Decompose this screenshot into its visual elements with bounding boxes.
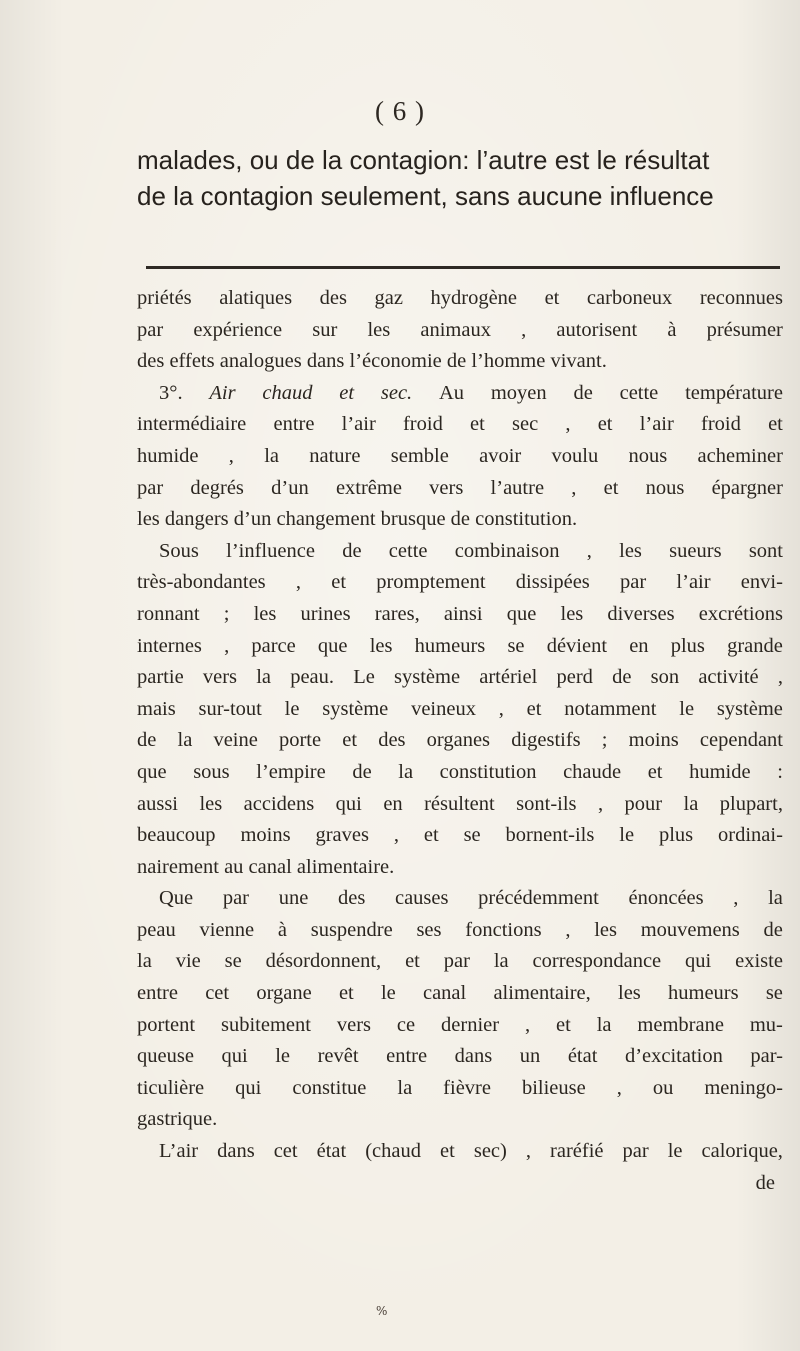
word: , [733, 887, 739, 910]
word: se [765, 982, 783, 1005]
word: épargner [711, 476, 783, 499]
word: causes [394, 887, 449, 910]
word: nous [645, 476, 685, 499]
word: ordinai- [718, 824, 783, 847]
word: reconnues [699, 287, 783, 309]
word: (chaud [365, 1140, 422, 1163]
word: les [199, 792, 223, 815]
word: graves [315, 824, 369, 847]
word: état [567, 1045, 598, 1068]
word: et [338, 982, 354, 1005]
word: dissipées [515, 571, 590, 594]
word: nature [309, 444, 361, 467]
word: la [683, 792, 699, 815]
word: le [667, 1140, 683, 1163]
word: que [506, 602, 537, 625]
word: organe [256, 982, 312, 1005]
text-line: gastrique. [137, 1108, 218, 1131]
word: de [573, 381, 593, 404]
word: qui [221, 1045, 248, 1068]
word: notamment [564, 697, 657, 720]
word: cette [388, 539, 428, 562]
word: , [616, 1076, 622, 1099]
text-line [137, 536, 783, 568]
word: aussi [137, 792, 178, 815]
word: vie [175, 950, 201, 973]
word: autorisent [556, 318, 638, 341]
word: une [278, 887, 309, 910]
word: les [594, 918, 617, 941]
word: par [222, 887, 250, 910]
word: activité [698, 666, 759, 689]
word: avoir [479, 444, 522, 467]
word: qui [335, 792, 362, 815]
footnote-text-block [137, 283, 783, 1199]
word: en [383, 792, 403, 815]
word: le [679, 697, 695, 720]
text-line [137, 694, 783, 726]
word: froid [701, 413, 741, 436]
word: très-abondantes [137, 571, 266, 594]
word: membrane [637, 1013, 724, 1036]
bottom-mark: % [376, 1304, 388, 1318]
word: le [284, 697, 300, 720]
word: veine [213, 729, 258, 752]
word: température [685, 381, 783, 404]
word: sec [512, 413, 539, 436]
word: la [397, 1076, 413, 1099]
word: plus [670, 634, 705, 657]
text-line [137, 441, 783, 473]
word: fonctions [465, 918, 542, 941]
word: humide [137, 444, 199, 467]
word: veineux [411, 697, 476, 720]
text-line [137, 662, 783, 694]
word: partie [137, 666, 184, 689]
text-line [137, 883, 783, 915]
word: d’un [271, 476, 309, 499]
word: sont-ils [516, 792, 577, 815]
text-line [137, 599, 783, 631]
text-line [137, 915, 783, 947]
text-line: des effets analogues dans l’économie de l’homme vivant. [137, 350, 607, 373]
word: mais [137, 697, 176, 720]
word: organes [426, 729, 491, 752]
word: et [768, 413, 783, 436]
word: que [137, 760, 167, 783]
word: les [369, 634, 393, 657]
word: accidens [243, 792, 315, 815]
word: parce [251, 634, 296, 657]
word: sont [748, 539, 783, 562]
word: par [137, 318, 164, 341]
word: , [525, 1140, 531, 1163]
word: humeurs [414, 634, 486, 657]
word: et [526, 697, 542, 720]
word: voulu [551, 444, 599, 467]
word: et [556, 1013, 571, 1036]
word: l’autre [490, 476, 545, 499]
word: le [275, 1045, 291, 1068]
word: urines [300, 602, 351, 625]
word: alimentaire, [493, 982, 591, 1005]
word: humide [689, 760, 751, 783]
word: Le [353, 666, 375, 689]
word: la [398, 760, 414, 783]
word: perd [556, 666, 593, 689]
word: , [295, 571, 301, 594]
word: résultent [424, 792, 495, 815]
word: artériel [479, 666, 538, 689]
word: froid [402, 413, 443, 436]
word: entre [386, 1045, 428, 1068]
text-line: malades, ou de la contagion: l’autre est le résultat [137, 145, 710, 175]
text-line [137, 409, 783, 441]
word: nous [628, 444, 668, 467]
word: degrés [190, 476, 244, 499]
word: internes [137, 634, 202, 657]
word: des [378, 729, 406, 752]
word: alatiques [219, 287, 293, 309]
word: le [380, 982, 396, 1005]
word: Air [209, 381, 236, 404]
word: ce [396, 1013, 416, 1036]
word: cet [205, 982, 230, 1005]
word: par [620, 571, 647, 594]
word: excrétions [698, 602, 783, 625]
word: l’influence [226, 539, 315, 562]
word: et [440, 1140, 455, 1163]
text-line [137, 820, 783, 852]
word: entre [273, 413, 315, 436]
word: promptement [376, 571, 486, 594]
word: se [507, 634, 525, 657]
word: Que [159, 887, 194, 910]
word: cet [273, 1140, 298, 1163]
word: , [586, 539, 592, 562]
text-line [137, 946, 783, 978]
word: calorique, [701, 1140, 783, 1163]
word: , [565, 918, 571, 941]
word: ; [223, 602, 230, 625]
word: sueurs [669, 539, 722, 562]
word: meningo- [704, 1076, 783, 1099]
text-line [137, 567, 783, 599]
word: plus [658, 824, 694, 847]
text-line [137, 473, 783, 505]
word: ; [601, 729, 608, 752]
word: vers [336, 1013, 372, 1036]
word: expérience [193, 318, 283, 341]
word: de [342, 539, 362, 562]
word: la [768, 887, 783, 910]
word: , [524, 1013, 531, 1036]
word: ronnant [137, 602, 200, 625]
word: et [544, 287, 560, 309]
word: d’excitation [624, 1045, 723, 1068]
word: sec. [380, 381, 413, 404]
word: semble [390, 444, 449, 467]
word: raréfié [550, 1140, 604, 1163]
text-line [137, 1136, 783, 1168]
word: en [629, 634, 649, 657]
word: se [224, 950, 242, 973]
word: et [342, 729, 358, 752]
word: subitement [220, 1013, 311, 1036]
word: beaucoup [137, 824, 216, 847]
word: moyen [490, 381, 547, 404]
word: , [521, 318, 527, 341]
word: intermédiaire [137, 413, 247, 436]
word: vienne [199, 918, 255, 941]
word: et [405, 950, 420, 973]
word: sec) [473, 1140, 507, 1163]
word: état [316, 1140, 347, 1163]
word: de [612, 666, 632, 689]
word: plupart, [719, 792, 783, 815]
word: gaz [374, 287, 403, 309]
word: la [596, 1013, 612, 1036]
word: que [317, 634, 348, 657]
word: l’air [341, 413, 376, 436]
word: existe [735, 950, 783, 973]
word: L’air [159, 1140, 199, 1163]
word: fièvre [443, 1076, 491, 1099]
word: par [443, 950, 470, 973]
word: canal [422, 982, 467, 1005]
word: la [264, 444, 279, 467]
word: chaude [563, 760, 622, 783]
word: acheminer [697, 444, 783, 467]
word: , [565, 413, 571, 436]
word: ou [652, 1076, 674, 1099]
word: envi- [740, 571, 783, 594]
word: par [137, 476, 164, 499]
page-number: ( 6 ) [375, 96, 425, 126]
word: de [352, 760, 372, 783]
word: ses [416, 918, 442, 941]
word: sur [312, 318, 338, 341]
word: ticulière [137, 1076, 205, 1099]
word: Au [438, 381, 465, 404]
word: , [571, 476, 577, 499]
word: et [331, 571, 347, 594]
word: portent [137, 1013, 196, 1036]
word: par- [750, 1045, 783, 1068]
word: ainsi [443, 602, 483, 625]
word: , [224, 634, 230, 657]
word: la [256, 666, 271, 689]
word: , [498, 697, 504, 720]
word: et [339, 381, 355, 404]
text-line [137, 757, 783, 789]
word: les [618, 982, 641, 1005]
word: Sous [159, 539, 199, 562]
word: combinaison [454, 539, 560, 562]
word: à [667, 318, 677, 341]
word: système [716, 697, 783, 720]
word: bilieuse [521, 1076, 586, 1099]
word: pour [624, 792, 663, 815]
word: 3°. [159, 381, 183, 404]
word: revêt [317, 1045, 359, 1068]
word: priétés [137, 287, 192, 309]
word: vers [202, 666, 238, 689]
word: les [253, 602, 277, 625]
word: cette [619, 381, 659, 404]
word: dans [454, 1045, 493, 1068]
word: , [393, 824, 399, 847]
word: les [619, 539, 642, 562]
word: porte [278, 729, 322, 752]
text-line: de la contagion seulement, sans aucune influence [137, 181, 714, 211]
text-line [137, 1041, 783, 1073]
word: système [394, 666, 461, 689]
word: mu- [749, 1013, 783, 1036]
word: l’air [676, 571, 711, 594]
word: , [597, 792, 604, 815]
word: bornent-ils [505, 824, 595, 847]
word: , [777, 666, 783, 689]
word: la [137, 950, 152, 973]
word: la [493, 950, 509, 973]
catchword: de [755, 1171, 775, 1194]
word: hydrogène [430, 287, 518, 309]
word: vers [429, 476, 464, 499]
word: carboneux [586, 287, 673, 309]
word: correspondance [532, 950, 662, 973]
word: et [597, 413, 613, 436]
text-line [137, 725, 783, 757]
word: qui [235, 1076, 262, 1099]
text-line: les dangers d’un changement brusque de constitution. [137, 508, 578, 531]
word: dévient [546, 634, 608, 657]
word: les [367, 318, 391, 341]
word: suspendre [310, 918, 393, 941]
word: son [650, 666, 680, 689]
word: la [177, 729, 193, 752]
word: des [319, 287, 347, 309]
word: animaux [420, 318, 491, 341]
upper-text-block [137, 142, 777, 214]
word: énoncées [628, 887, 704, 910]
word: qui [685, 950, 712, 973]
word: : [777, 760, 783, 783]
word: et [470, 413, 485, 436]
word: présumer [706, 318, 783, 341]
word: l’air [639, 413, 674, 436]
horizontal-rule [146, 266, 780, 269]
text-line [137, 631, 783, 663]
word: digestifs [511, 729, 581, 752]
text-line [137, 1073, 783, 1105]
word: un [519, 1045, 541, 1068]
word: de [137, 729, 157, 752]
word: constitue [292, 1076, 367, 1099]
word: diverses [607, 602, 675, 625]
word: et [423, 824, 439, 847]
word: dans [217, 1140, 255, 1163]
text-line [137, 1010, 783, 1042]
word: moins [628, 729, 679, 752]
word: dernier [441, 1013, 500, 1036]
text-line [137, 283, 783, 315]
word: les [560, 602, 584, 625]
word: queuse [137, 1045, 194, 1068]
word: l’empire [256, 760, 326, 783]
word: le [619, 824, 635, 847]
word: précédemment [478, 887, 599, 910]
word: par [622, 1140, 649, 1163]
text-line: nairement au canal alimentaire. [137, 855, 395, 878]
word: constitution [439, 760, 537, 783]
word: peau [137, 918, 176, 941]
word: et [647, 760, 663, 783]
word: mouvemens [640, 918, 740, 941]
word: se [463, 824, 481, 847]
text-line [137, 378, 783, 410]
word: rares, [374, 602, 420, 625]
word: humeurs [668, 982, 739, 1005]
text-line [137, 978, 783, 1010]
word: extrême [335, 476, 402, 499]
word: moins [240, 824, 291, 847]
word: sous [193, 760, 230, 783]
word: système [322, 697, 389, 720]
word: , [228, 444, 234, 467]
text-line [137, 315, 783, 347]
word: à [277, 918, 287, 941]
word: cependant [699, 729, 783, 752]
word: des [337, 887, 366, 910]
word: de [763, 918, 783, 941]
word: désordonnent, [265, 950, 382, 973]
word: et [603, 476, 619, 499]
word: grande [727, 634, 783, 657]
word: peau. [290, 666, 335, 689]
word: entre [137, 982, 178, 1005]
text-line [137, 789, 783, 821]
word: chaud [262, 381, 313, 404]
word: sur-tout [198, 697, 262, 720]
